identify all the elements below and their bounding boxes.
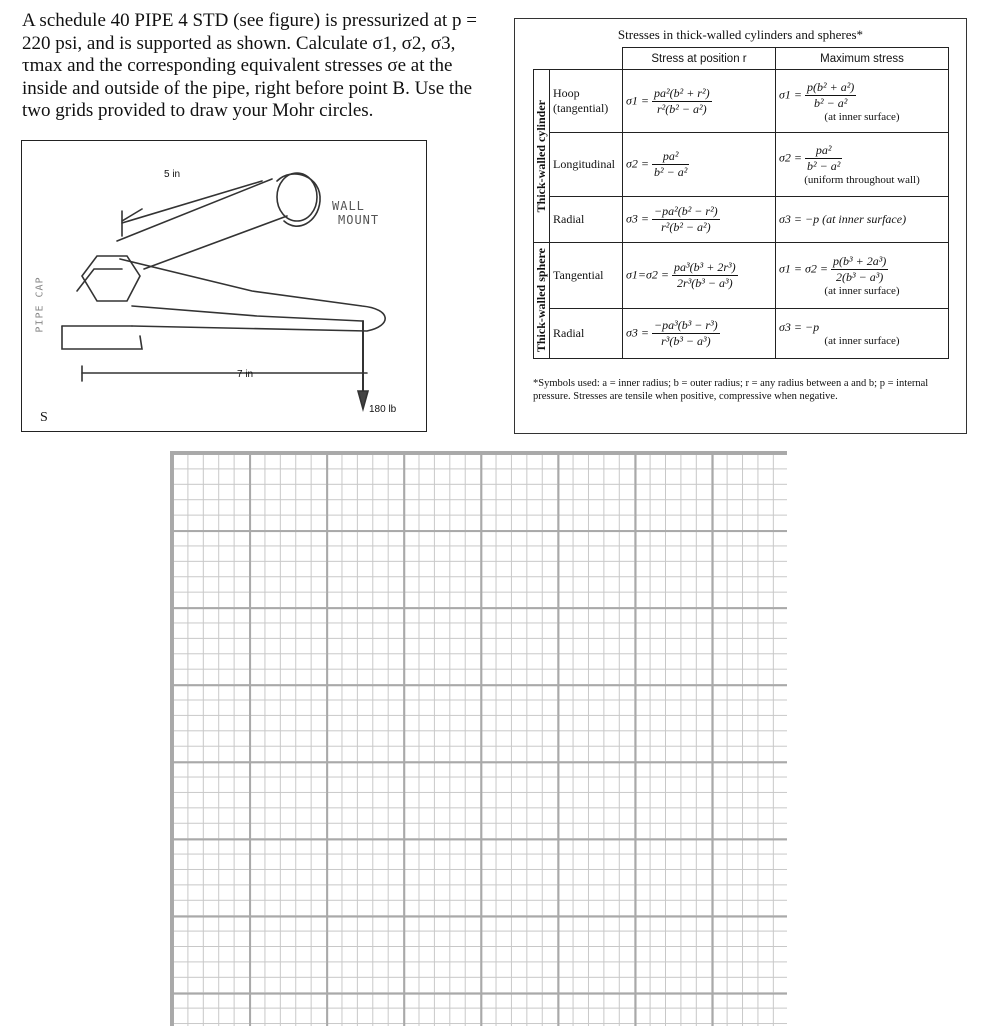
table-row [534, 309, 949, 359]
table-row [534, 197, 949, 243]
table-row [534, 133, 949, 197]
problem-line-4: inside and outside of the pipe, right before point B. Use the [22, 77, 473, 99]
stress-formula-table-panel [514, 18, 967, 434]
table-row [534, 243, 949, 309]
col-max-header: Maximum stress [775, 48, 948, 70]
max-text: σ3 = −p [778, 320, 820, 334]
max-note: (at inner surface) [824, 285, 900, 297]
row-symbol: σ3 = [626, 211, 650, 226]
formula-numerator: −pa²(b² − r²) [654, 204, 718, 218]
dim-7in-label: 7 in [237, 369, 254, 380]
row-sub: (tangential) [553, 101, 609, 115]
max-symbol: σ2 = [778, 150, 802, 165]
formula-denominator: r³(b³ − a³) [661, 334, 711, 348]
table-row [534, 70, 949, 133]
wall-mount-label-2: MOUNT [338, 213, 380, 227]
group-sphere-label: Thick-walled sphere [534, 248, 548, 353]
max-text: σ3 = −p (at inner surface) [778, 212, 907, 226]
formula-numerator: pa²(b² + r²) [654, 85, 710, 100]
formula-denominator: 2r³(b³ − a³) [677, 276, 733, 290]
formula-numerator: −pa³(b³ − r³) [654, 318, 718, 332]
pipe-sketch-figure [21, 140, 427, 432]
problem-line-1: A schedule 40 PIPE 4 STD (see figure) is pressurized at p = [22, 10, 478, 31]
max-symbol: σ1 = [778, 86, 802, 101]
max-numerator: pa² [805, 143, 842, 159]
group-cylinder-label: Thick-walled cylinder [534, 99, 548, 213]
dim-5in-label: 5 in [164, 169, 181, 180]
max-denominator: b² − a² [814, 95, 848, 110]
row-symbol: σ1=σ2 = [626, 267, 670, 282]
table-header-row [534, 48, 949, 70]
row-name: Longitudinal [553, 157, 615, 171]
row-name: Radial [553, 212, 585, 226]
max-numerator: p(b² + a²) [807, 79, 855, 94]
load-label: 180 lb [369, 404, 397, 415]
max-symbol: σ1 = σ2 = [778, 261, 829, 276]
problem-statement [22, 10, 502, 123]
formula-numerator: pa² [652, 149, 689, 165]
problem-line-3: τmax and the corresponding equivalent stresses σe at the [22, 55, 453, 76]
max-note: (at inner surface) [824, 110, 900, 123]
stress-formula-table [533, 47, 949, 359]
mohr-circle-grid[interactable] [170, 451, 787, 1026]
max-denominator: b² − a² [807, 159, 841, 173]
max-numerator: p(b³ + 2a³) [833, 254, 887, 268]
formula-denominator: r²(b² − a²) [661, 220, 711, 234]
pipe-cap-label: PIPE CAP [34, 276, 46, 333]
max-note: (uniform throughout wall) [804, 174, 920, 186]
max-denominator: 2(b³ − a³) [836, 270, 884, 284]
col-position-header: Stress at position r [623, 48, 776, 70]
table-title: Stresses in thick-walled cylinders and spheres* [617, 27, 864, 42]
problem-line-2: 220 psi, and is supported as shown. Calculate σ1, σ2, σ3, [22, 32, 456, 54]
formula-numerator: pa³(b³ + 2r³) [674, 260, 736, 274]
problem-line-5: two grids provided to draw your Mohr circles. [22, 100, 374, 121]
wall-mount-label-1: WALL [332, 199, 365, 213]
pipe-sketch-drawing [22, 141, 427, 432]
row-name: Tangential [553, 268, 604, 282]
row-name: Radial [553, 326, 585, 340]
row-symbol: σ3 = [626, 325, 650, 340]
row-name: Hoop [553, 86, 580, 100]
max-note: (at inner surface) [824, 335, 900, 347]
table-footnote: *Symbols used: a = inner radius; b = outer radius; r = any radius between a and b; p = internal pressure. Stresses are tensile when positive, compressive when negative. [533, 378, 929, 402]
formula-denominator: r²(b² − a²) [657, 101, 707, 116]
row-symbol: σ1 = [626, 92, 650, 107]
row-symbol: σ2 = [626, 156, 650, 171]
point-s-label: S [40, 410, 48, 425]
formula-denominator: b² − a² [654, 165, 688, 179]
